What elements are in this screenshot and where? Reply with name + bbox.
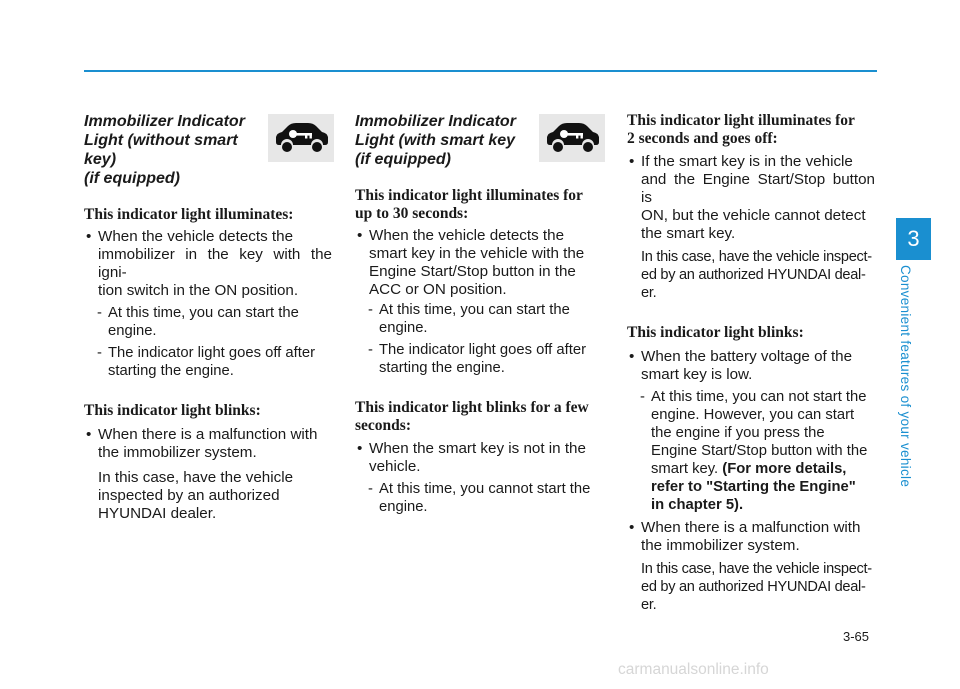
column-left	[84, 112, 332, 523]
top-rule	[84, 70, 877, 72]
cross-reference-starting-engine: (For more details, refer to "Starting the Engine" in chapter 5).	[651, 461, 856, 513]
column-middle	[355, 112, 603, 516]
page-number: 3-65	[843, 629, 870, 644]
immobilizer-indicator-icon	[268, 114, 334, 162]
immobilizer-without-smart-key-heading: Immobilizer Indicator Light (without smart key) (if equipped)	[84, 113, 245, 187]
dash-light-goes-off: - The indicator light goes off after starting the engine.	[368, 342, 587, 376]
note-have-inspected: In this case, have the vehicle inspect- ed by an authorized HYUNDAI deal- er.	[641, 561, 872, 613]
subheading-illuminates-30s: This indicator light illuminates for up to 30 seconds:	[355, 187, 583, 222]
note-have-inspected: In this case, have the vehicle inspect- ed by an authorized HYUNDAI deal- er.	[641, 249, 872, 301]
subheading-illuminates: This indicator light illuminates:	[84, 206, 294, 223]
dash-light-goes-off: - The indicator light goes off after starting the engine.	[97, 345, 316, 379]
car-key-icon	[542, 121, 602, 155]
bullet-malfunction: • When there is a malfunction with the immobilizer system.	[627, 519, 875, 555]
bullet-smart-key-not-in-vehicle: • When the smart key is not in the vehicle.	[355, 440, 603, 476]
bullet-malfunction: • When there is a malfunction with the immobilizer system.	[84, 426, 332, 462]
subheading-blinks-few-seconds: This indicator light blinks for a few seconds:	[355, 399, 589, 434]
dash-cannot-start: - At this time, you cannot start the engine.	[368, 481, 591, 515]
watermark: carmanualsonline.info	[618, 661, 769, 678]
column-right	[627, 112, 875, 614]
bullet-detects-smart-key: • When the vehicle detects the smart key in the vehicle with the Engine Start/Stop button in the ACC or ON position.	[355, 227, 603, 299]
immobilizer-indicator-icon	[539, 114, 605, 162]
dash-can-start: - At this time, you can start the engine.	[368, 302, 570, 336]
bullet-battery-low: • When the battery voltage of the smart key is low.	[627, 348, 875, 384]
note-have-inspected: In this case, have the vehicle inspected by an authorized HYUNDAI dealer.	[98, 469, 294, 522]
chapter-number-tab: 3	[896, 218, 931, 260]
car-key-icon	[271, 121, 331, 155]
bullet-detects-immobilizer: • When the vehicle detects the immobilizer in the key with the igni- tion switch in the ON position.	[84, 228, 332, 300]
immobilizer-with-smart-key-heading: Immobilizer Indicator Light (with smart key (if equipped)	[355, 113, 516, 168]
bullet-smart-key-not-detected: • If the smart key is in the vehicle and the Engine Start/Stop button is ON, but the vehicle cannot detect the smart key.	[627, 153, 875, 243]
subheading-illuminates-2s: This indicator light illuminates for 2 seconds and goes off:	[627, 112, 855, 147]
subheading-blinks: This indicator light blinks:	[627, 324, 804, 341]
dash-start-with-smart-key: - At this time, you can not start the engine. However, you can start the engine if you press the Engine Start/Stop button with the smart key. (For more details, refer to "Starting the Engine" in chapter 5).	[640, 389, 868, 513]
subheading-blinks: This indicator light blinks:	[84, 402, 261, 419]
dash-can-start: - At this time, you can start the engine.	[97, 305, 299, 339]
chapter-title: Convenient features of your vehicle	[898, 265, 913, 488]
